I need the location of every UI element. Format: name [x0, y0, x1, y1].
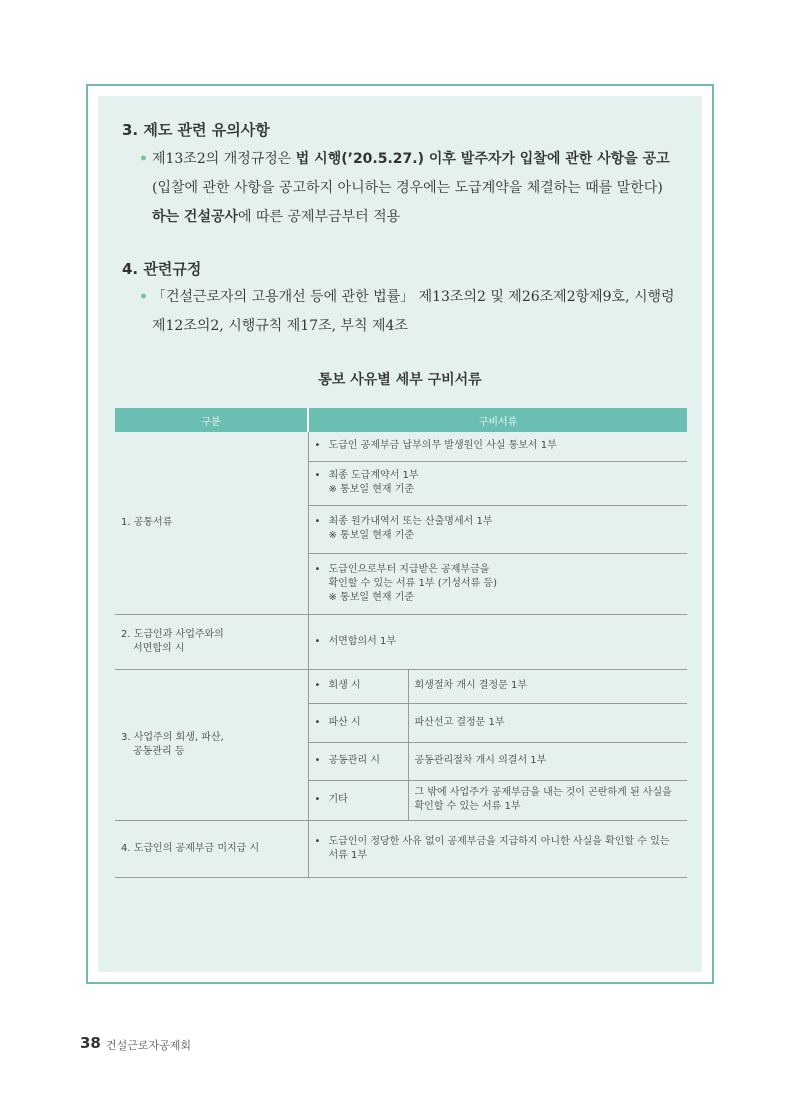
table-row: • 파산 시 파산선고 결정문 1부	[115, 703, 687, 742]
section3-title: 3. 제도 관련 유의사항	[122, 121, 270, 139]
header-category: 구분	[115, 408, 308, 432]
table-row: • 최종 도급계약서 1부 ※ 통보일 현재 기준	[115, 461, 687, 505]
documents-table	[115, 408, 687, 878]
publisher-name: 건설근로자공제회	[106, 1039, 192, 1052]
table-row: 3. 사업주의 회생, 파산, 공동관리 등 • 회생 시 회생절차 개시 결정문 1부	[115, 669, 687, 703]
table-row: 4. 도급인의 공제부금 미지급 시 • 도급인이 정당한 사유 없이 공제부금을 지급하지 아니한 사실을 확인할 수 있는 서류 1부	[115, 820, 687, 877]
section3-text-a: 제13조2의 개정규정은	[151, 151, 296, 167]
section3-line2: (입찰에 관한 사항을 공고하지 아니하는 경우에는 도급계약을 체결하는 때를 말한다)	[152, 180, 663, 196]
section3-paragraph	[139, 145, 699, 232]
section4-line2: 제12조의2, 시행규칙 제17조, 부칙 제4조	[152, 318, 408, 334]
table-row: • 공동관리 시 공동관리절차 개시 의결서 1부	[115, 742, 687, 780]
header-documents: 구비서류	[308, 408, 687, 432]
category-nonpayment: 4. 도급인의 공제부금 미지급 시	[115, 820, 308, 877]
table-row: 1. 공통서류 • 도급인 공제부금 납부의무 발생원인 사실 통보서 1부	[115, 432, 687, 461]
category-agreement: 2. 도급인과 사업주와의 서면합의 시	[115, 614, 308, 669]
section4-title: 4. 관련규정	[122, 260, 202, 278]
bullet-icon: •	[139, 289, 148, 305]
section3-text-bold: 법 시행(’20.5.27.) 이후 발주자가 입찰에 관한 사항을 공고	[295, 151, 670, 167]
section3-text-b: 에 따른 공제부금부터 적용	[238, 209, 401, 225]
bullet-icon: •	[139, 151, 148, 167]
section4-paragraph	[139, 283, 699, 341]
category-common: 1. 공통서류	[115, 432, 308, 614]
table-title: 통보 사유별 세부 구비서류	[318, 372, 482, 388]
category-rehabilitation: 3. 사업주의 회생, 파산, 공동관리 등	[115, 669, 308, 820]
table-row: • 도급인으로부터 지급받은 공제부금을 확인할 수 있는 서류 1부 (기성서류 등) ※ 통보일 현재 기준	[115, 553, 687, 614]
table-row: • 최종 원가내역서 또는 산출명세서 1부 ※ 통보일 현재 기준	[115, 505, 687, 553]
table-row: • 기타 그 밖에 사업주가 공제부금을 내는 것이 곤란하게 된 사실을 확인할 수 있는 서류 1부	[115, 780, 687, 820]
section3-text-bold2: 하는 건설공사	[152, 209, 239, 225]
table-row: 2. 도급인과 사업주와의 서면합의 시 • 서면합의서 1부	[115, 614, 687, 669]
section4-line1: 「건설근로자의 고용개선 등에 관한 법률」 제13조의2 및 제26조제2항제9호, 시행령	[151, 289, 675, 305]
page-number: 38	[80, 1034, 101, 1052]
